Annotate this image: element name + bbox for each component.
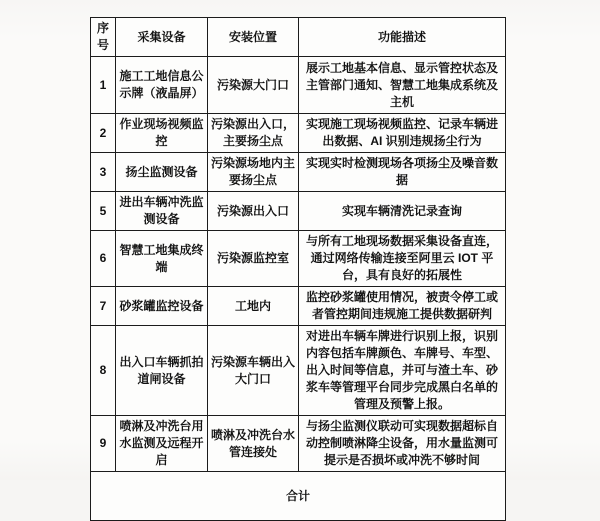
cell-index: 7 <box>91 287 116 326</box>
cell-location: 污染源出入口 <box>208 192 299 231</box>
cell-description: 实现车辆清洗记录查询 <box>299 192 506 231</box>
header-cell-index: 序号 <box>91 18 116 57</box>
table-row <box>91 231 506 287</box>
cell-description: 对进出车辆车牌进行识别上报，识别内容包括车牌颜色、车牌号、车型、出入时间等信息，并可与渣土车、砂浆车等管理平台同步完成黑白名单的管理及预警上报。 <box>299 326 506 416</box>
cell-index: 9 <box>91 416 116 472</box>
cell-description: 展示工地基本信息、显示管控状态及主管部门通知、智慧工地集成系统及主机 <box>299 57 506 114</box>
cell-device: 扬尘监测设备 <box>116 153 208 192</box>
cell-description: 与扬尘监测仪联动可实现数据超标自动控制喷淋降尘设备，用水量监测可提示是否损坏或冲洗不够时间 <box>299 416 506 472</box>
cell-location: 喷淋及冲洗台水管连接处 <box>208 416 299 472</box>
cell-device: 施工工地信息公示牌（液晶屏） <box>116 57 208 114</box>
cell-description: 实现施工现场视频监控、记录车辆进出数据、AI 识别违规扬尘行为 <box>299 114 506 153</box>
cell-location: 污染源大门口 <box>208 57 299 114</box>
cell-description: 实现实时检测现场各项扬尘及噪音数据 <box>299 153 506 192</box>
cell-device: 智慧工地集成终端 <box>116 231 208 287</box>
cell-index: 2 <box>91 114 116 153</box>
equipment-table <box>90 17 506 521</box>
cell-location: 污染源场地内主要扬尘点 <box>208 153 299 192</box>
table-row <box>91 57 506 114</box>
header-cell-location: 安装位置 <box>208 18 299 57</box>
cell-device: 进出车辆冲洗监测设备 <box>116 192 208 231</box>
cell-description: 与所有工地现场数据采集设备直连，通过网络传输连接至阿里云 IOT 平台，具有良好的拓展性 <box>299 231 506 287</box>
table-row <box>91 192 506 231</box>
table-row <box>91 287 506 326</box>
header-cell-device: 采集设备 <box>116 18 208 57</box>
cell-device: 喷淋及冲洗台用水监测及远程开启 <box>116 416 208 472</box>
cell-location: 污染源出入口，主要扬尘点 <box>208 114 299 153</box>
cell-index: 1 <box>91 57 116 114</box>
cell-device: 砂浆罐监控设备 <box>116 287 208 326</box>
cell-description: 监控砂浆罐使用情况，被责令停工或者管控期间违规施工提供数据研判 <box>299 287 506 326</box>
cell-location: 污染源车辆出入大门口 <box>208 326 299 416</box>
table-row <box>91 114 506 153</box>
cell-device: 出入口车辆抓拍道闸设备 <box>116 326 208 416</box>
cell-index: 5 <box>91 192 116 231</box>
cell-index: 6 <box>91 231 116 287</box>
table-header-row <box>91 18 506 57</box>
cell-index: 8 <box>91 326 116 416</box>
footer-total-label: 合计 <box>91 472 506 521</box>
footer-row <box>91 472 506 521</box>
cell-location: 污染源监控室 <box>208 231 299 287</box>
table-row <box>91 326 506 416</box>
table-row <box>91 416 506 472</box>
cell-index: 3 <box>91 153 116 192</box>
header-cell-description: 功能描述 <box>299 18 506 57</box>
cell-device: 作业现场视频监控 <box>116 114 208 153</box>
cell-location: 工地内 <box>208 287 299 326</box>
table-row <box>91 153 506 192</box>
